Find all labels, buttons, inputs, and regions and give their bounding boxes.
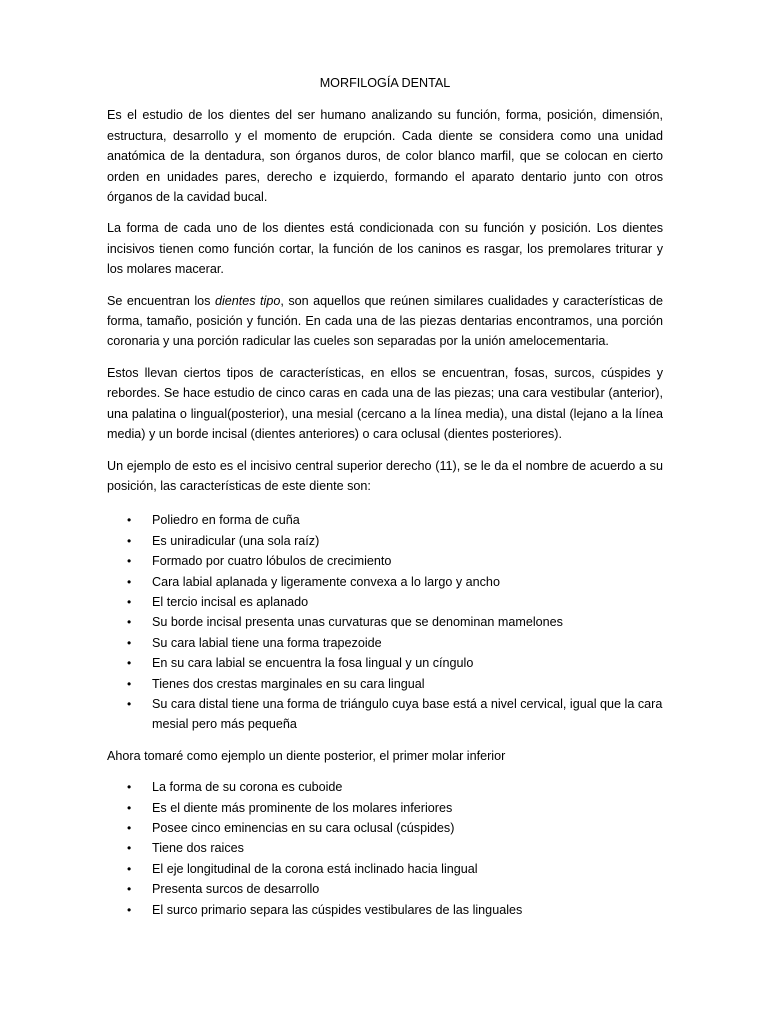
list-item-text: Posee cinco eminencias en su cara oclusal (cúspides) [152, 821, 455, 835]
list-item [107, 551, 663, 571]
paragraph-caras: Estos llevan ciertos tipos de características, en ellos se encuentran, fosas, surcos, cúspides y rebordes. Se hace estudio de cinco caras en cada una de las piezas; una cara vestibular (anterior), una palatina o lingual(posterior), una mesial (cercano a la línea media), una distal (lejano a la línea media) y un borde incisal (dientes anteriores) o cara oclusal (dientes posteriores). [107, 365, 663, 442]
list-item [107, 859, 663, 879]
bullet-icon: • [127, 676, 132, 691]
paragraph-dientes-tipo-start: Se encuentran los [107, 293, 215, 308]
list-item-text: Presenta surcos de desarrollo [152, 882, 320, 897]
list-item [107, 510, 663, 530]
list-item-text: La forma de su corona es cuboide [152, 780, 343, 795]
dientes-tipo-emphasis: dientes tipo [214, 293, 281, 308]
list-item [107, 879, 663, 899]
list-item-text: Cara labial aplanada y ligeramente convexa a lo largo y ancho [152, 574, 500, 589]
list-item-text: Formado por cuatro lóbulos de crecimiento [152, 554, 392, 569]
bullet-icon: • [127, 574, 132, 589]
bullet-icon: • [127, 554, 132, 569]
list-item [107, 592, 663, 612]
bullet-icon: • [127, 780, 132, 795]
bullet-icon: • [127, 821, 132, 835]
list-item [107, 838, 663, 858]
list-item [107, 798, 663, 818]
bullet-icon: • [127, 615, 132, 630]
list-item-text: Es uniradicular (una sola raíz) [152, 533, 320, 548]
list-item-text: El surco primario separa las cúspides vestibulares de las linguales [152, 902, 523, 917]
list-item [107, 818, 663, 838]
paragraph-definition: Es el estudio de los dientes del ser humano analizando su función, forma, posición, dimensión, estructura, desarrollo y el momento de erupción. Cada diente se considera como una unidad anatómica de la dentadura, son órganos duros, de color blanco marfil, que se colocan en cierto orden en unidades pares, derecho e izquierdo, formando el aparato dentario junto con otros órganos de la cavidad bucal. [107, 108, 663, 205]
list-item [107, 653, 663, 673]
list-item-text: El eje longitudinal de la corona está inclinado hacia lingual [152, 861, 478, 876]
bullet-icon: • [127, 841, 132, 856]
list-item [107, 900, 663, 920]
list-item [107, 694, 663, 735]
bullet-icon: • [127, 696, 132, 711]
bullet-icon: • [127, 656, 132, 671]
bullet-icon: • [127, 861, 132, 876]
list-item-text: Su cara labial tiene una forma trapezoide [152, 635, 382, 650]
list-item [107, 612, 663, 632]
incisivo-characteristics-list [107, 510, 663, 734]
list-item-text: Poliedro en forma de cuña [152, 513, 300, 528]
list-item [107, 633, 663, 653]
list-item-text: Tiene dos raices [152, 841, 244, 856]
bullet-icon: • [127, 882, 132, 897]
list-item-text: Tienes dos crestas marginales en su cara lingual [152, 676, 425, 691]
paragraph-dientes-tipo-end: , son aquellos que reúnen similares cualidades y características de forma, tamaño, posición y función. En cada una de las piezas dentarias encontramos, una porción coronaria y una porción radicular las cueles son separadas por la unión amelocementaria. [107, 293, 663, 349]
document-title: MORFILOGÍA DENTAL [319, 76, 451, 90]
paragraph-molar-intro: Ahora tomaré como ejemplo un diente posterior, el primer molar inferior [107, 748, 506, 763]
bullet-icon: • [127, 635, 132, 650]
paragraph-dientes-tipo [107, 291, 663, 352]
list-item [107, 531, 663, 551]
bullet-icon: • [127, 800, 132, 815]
list-item-text: El tercio incisal es aplanado [152, 594, 309, 609]
list-item-text: Su cara distal tiene una forma de triángulo cuya base está a nivel cervical, igual que la cara mesial pero más pequeña [152, 696, 663, 732]
molar-characteristics-list [107, 777, 663, 920]
list-item [107, 777, 663, 797]
list-item [107, 572, 663, 592]
document-page [107, 73, 663, 931]
list-item-text: Su borde incisal presenta unas curvaturas que se denominan mamelones [152, 615, 563, 630]
bullet-icon: • [127, 513, 132, 528]
list-item-text: Es el diente más prominente de los molares inferiores [152, 800, 453, 815]
paragraph-incisivo-intro: Un ejemplo de esto es el incisivo central superior derecho (11), se le da el nombre de acuerdo a su posición, las características de este diente son: [107, 458, 663, 493]
bullet-icon: • [127, 902, 132, 917]
bullet-icon: • [127, 594, 132, 609]
list-item [107, 674, 663, 694]
paragraph-function: La forma de cada uno de los dientes está condicionada con su función y posición. Los dientes incisivos tienen como función cortar, la función de los caninos es rasgar, los premolares triturar y los molares macerar. [107, 221, 663, 277]
bullet-icon: • [127, 533, 132, 548]
list-item-text: En su cara labial se encuentra la fosa lingual y un cíngulo [152, 656, 474, 671]
